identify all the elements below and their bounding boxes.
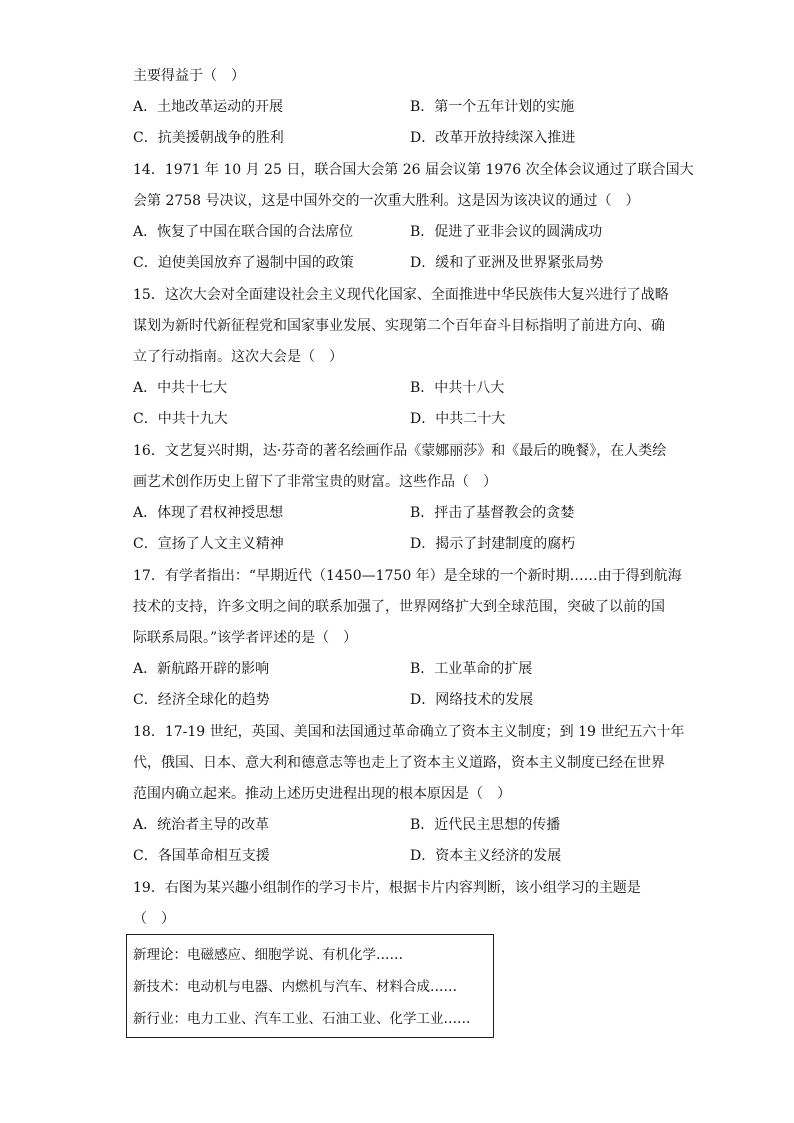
- q18-option-d[interactable]: D．资本主义经济的发展: [410, 848, 562, 864]
- study-card: [126, 934, 494, 1038]
- q18-option-c[interactable]: C．各国革命相互支援: [133, 848, 270, 864]
- q13-option-b[interactable]: B．第一个五年计划的实施: [410, 99, 575, 115]
- q18-stem-line-3: 范围内确立起来。推动上述历史进程出现的根本原因是（ ）: [133, 786, 511, 802]
- q17-option-c[interactable]: C．经济全球化的趋势: [133, 692, 270, 708]
- q14-stem-line-1: 14．1971 年 10 月 25 日，联合国大会第 26 届会议第 1976 次全体会议通过了联合国大: [133, 162, 694, 178]
- q17-option-b[interactable]: B．工业革命的扩展: [410, 661, 533, 677]
- q17-option-d[interactable]: D．网络技术的发展: [410, 692, 534, 708]
- q16-stem-line-2: 画艺术创作历史上留下了非常宝贵的财富。这些作品（ ）: [133, 474, 497, 490]
- q19-stem-line-1: 19．右图为某兴趣小组制作的学习卡片，根据卡片内容判断，该小组学习的主题是: [133, 880, 641, 896]
- q15-stem-line-1: 15．这次大会对全面建设社会主义现代化国家、全面推进中华民族伟大复兴进行了战略: [133, 287, 669, 303]
- q18-stem-line-1: 18．17-19 世纪，英国、美国和法国通过革命确立了资本主义制度；到 19 世纪五六十年: [133, 724, 685, 740]
- q13-option-c[interactable]: C．抗美援朝战争的胜利: [133, 130, 284, 146]
- q16-option-d[interactable]: D．揭示了封建制度的腐朽: [410, 536, 576, 552]
- q15-option-d[interactable]: D．中共二十大: [410, 411, 506, 427]
- q16-stem-line-1: 16．文艺复兴时期，达·芬奇的著名绘画作品《蒙娜丽莎》和《最后的晚餐》，在人类绘: [133, 443, 667, 459]
- q17-option-a[interactable]: A．新航路开辟的影响: [133, 661, 270, 677]
- card-industry: 新行业：电力工业、汽车工业、石油工业、化学工业……: [133, 1011, 471, 1027]
- q17-stem-line-1: 17．有学者指出：“早期近代（1450—1750 年）是全球的一个新时期……由于得到航海: [133, 568, 682, 584]
- q18-option-b[interactable]: B．近代民主思想的传播: [410, 817, 561, 833]
- q13-option-d[interactable]: D．改革开放持续深入推进: [410, 130, 576, 146]
- q14-option-d[interactable]: D．缓和了亚洲及世界紧张局势: [410, 255, 604, 271]
- q16-option-c[interactable]: C．宣扬了人文主义精神: [133, 536, 284, 552]
- q14-option-a[interactable]: A．恢复了中国在联合国的合法席位: [133, 224, 354, 240]
- q13-option-a[interactable]: A．土地改革运动的开展: [133, 99, 284, 115]
- q14-stem-line-2: 会第 2758 号决议，这是中国外交的一次重大胜利。这是因为该决议的通过（ ）: [133, 193, 640, 209]
- q14-option-b[interactable]: B．促进了亚非会议的圆满成功: [410, 224, 603, 240]
- q15-option-c[interactable]: C．中共十九大: [133, 411, 228, 427]
- q15-option-b[interactable]: B．中共十八大: [410, 380, 505, 396]
- card-technology: 新技术：电动机与电器、内燃机与汽车、材料合成……: [133, 979, 457, 995]
- q17-stem-line-3: 际联系局限。”该学者评述的是（ ）: [133, 630, 358, 646]
- q16-option-a[interactable]: A．体现了君权神授思想: [133, 505, 284, 521]
- q19-stem-line-2: （ ）: [133, 911, 175, 927]
- q16-option-b[interactable]: B．抨击了基督教会的贪婪: [410, 505, 575, 521]
- q15-option-a[interactable]: A．中共十七大: [133, 380, 228, 396]
- q13-stem-tail: 主要得益于（ ）: [133, 68, 245, 84]
- q17-stem-line-2: 技术的支持，许多文明之间的联系加强了，世界网络扩大到全球范围，突破了以前的国: [133, 599, 665, 615]
- q15-stem-line-2: 谋划为新时代新征程党和国家事业发展、实现第二个百年奋斗目标指明了前进方向、确: [133, 318, 665, 334]
- card-theory: 新理论：电磁感应、细胞学说、有机化学……: [133, 947, 403, 963]
- q14-option-c[interactable]: C．迫使美国放弃了遏制中国的政策: [133, 255, 354, 271]
- q15-stem-line-3: 立了行动指南。这次大会是（ ）: [133, 349, 343, 365]
- q18-option-a[interactable]: A．统治者主导的改革: [133, 817, 270, 833]
- q18-stem-line-2: 代，俄国、日本、意大利和德意志等也走上了资本主义道路，资本主义制度已经在世界: [133, 755, 665, 771]
